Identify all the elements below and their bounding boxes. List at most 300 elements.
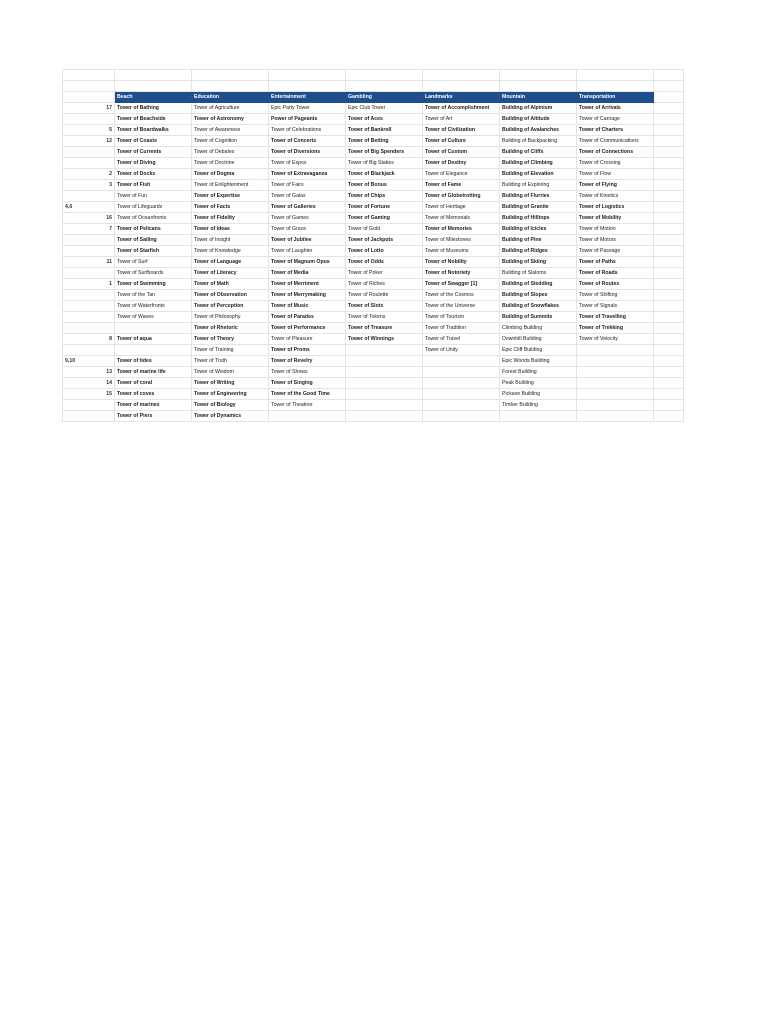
table-cell[interactable]: Tower of Celebrations <box>269 125 346 136</box>
table-row <box>63 136 684 147</box>
table-cell[interactable]: Tower of Roads <box>577 268 654 279</box>
table-cell[interactable]: Timber Building <box>500 400 577 411</box>
table-cell[interactable]: Tower of Travelling <box>577 312 654 323</box>
table-cell[interactable]: Tower of Debates <box>192 147 269 158</box>
table-cell[interactable]: Tower of Agriculture <box>192 103 269 114</box>
row-number-cell[interactable]: 14 <box>63 378 115 389</box>
table-cell[interactable]: Tower of tides <box>115 356 192 367</box>
table-cell[interactable]: Tower of Slots <box>346 301 423 312</box>
table-cell[interactable]: Tower of Motion <box>577 224 654 235</box>
table-cell[interactable] <box>115 323 192 334</box>
table-cell[interactable]: Tower of Lotto <box>346 246 423 257</box>
table-cell[interactable] <box>654 125 684 136</box>
table-cell[interactable]: Tower of Logistics <box>577 202 654 213</box>
table-cell[interactable] <box>346 411 423 422</box>
table-cell[interactable]: Tower of Crossing <box>577 158 654 169</box>
table-cell[interactable]: Tower of Betting <box>346 136 423 147</box>
row-number-cell[interactable] <box>63 345 115 356</box>
table-row <box>63 103 684 114</box>
table-row <box>63 246 684 257</box>
table-cell[interactable]: Tower of Rhetoric <box>192 323 269 334</box>
table-cell[interactable] <box>577 345 654 356</box>
table-cell[interactable]: Tower of Diversions <box>269 147 346 158</box>
table-cell[interactable] <box>654 301 684 312</box>
table-cell[interactable]: Tower of Flying <box>577 180 654 191</box>
table-cell[interactable]: Tower of Travel <box>423 334 500 345</box>
table-cell[interactable]: Tower of Milestones <box>423 235 500 246</box>
table-cell[interactable]: Building of Exploring <box>500 180 577 191</box>
table-cell[interactable]: Tower of Paths <box>577 257 654 268</box>
row-number-cell[interactable]: 2 <box>63 169 115 180</box>
table-cell[interactable]: Tower of Aces <box>346 114 423 125</box>
table-cell[interactable]: Building of Slopes <box>500 290 577 301</box>
row-number-cell[interactable] <box>63 114 115 125</box>
table-cell[interactable]: Tower of Fidelity <box>192 213 269 224</box>
table-cell[interactable]: Tower of Globetrotting <box>423 191 500 202</box>
table-cell[interactable]: Tower of Wisdom <box>192 367 269 378</box>
table-cell[interactable]: Tower of Accomplishment <box>423 103 500 114</box>
table-cell[interactable]: Tower of Big Stakes <box>346 158 423 169</box>
table-cell[interactable]: Tower of Theatres <box>269 400 346 411</box>
table-cell[interactable]: Tower of coral <box>115 378 192 389</box>
table-cell[interactable]: Tower of Starfish <box>115 246 192 257</box>
table-cell[interactable] <box>115 345 192 356</box>
table-cell[interactable] <box>654 323 684 334</box>
table-cell[interactable]: Tower of Waterfronts <box>115 301 192 312</box>
table-cell[interactable]: Tower of Expertise <box>192 191 269 202</box>
table-cell[interactable]: Tower of Culture <box>423 136 500 147</box>
header-blank-cell[interactable] <box>63 92 115 103</box>
row-number-cell[interactable]: 7 <box>63 224 115 235</box>
table-cell[interactable]: Tower of Laughter <box>269 246 346 257</box>
table-cell[interactable] <box>577 378 654 389</box>
table-cell[interactable]: Tower of Grace <box>269 224 346 235</box>
table-cell[interactable] <box>423 400 500 411</box>
table-cell[interactable]: Building of Summits <box>500 312 577 323</box>
table-cell[interactable]: Tower of Concerts <box>269 136 346 147</box>
table-cell[interactable] <box>654 312 684 323</box>
table-cell[interactable]: Tower of Communications <box>577 136 654 147</box>
header-beach[interactable]: Beach <box>115 92 192 103</box>
table-cell[interactable]: Tower of Riches <box>346 279 423 290</box>
table-cell[interactable] <box>654 180 684 191</box>
table-cell[interactable]: Tower of Trekking <box>577 323 654 334</box>
table-cell[interactable]: Tower of Tokens <box>346 312 423 323</box>
table-cell[interactable]: Tower of Velocity <box>577 334 654 345</box>
row-number-cell[interactable] <box>63 323 115 334</box>
table-cell[interactable] <box>654 169 684 180</box>
table-cell[interactable]: Tower of Art <box>423 114 500 125</box>
row-number-cell[interactable]: 5 <box>63 125 115 136</box>
table-cell[interactable] <box>654 356 684 367</box>
table-cell[interactable]: Downhill Building <box>500 334 577 345</box>
table-cell[interactable]: Tower of Magnum Opus <box>269 257 346 268</box>
table-cell[interactable]: Building of Granite <box>500 202 577 213</box>
table-cell[interactable] <box>577 389 654 400</box>
row-number-cell[interactable]: 15 <box>63 389 115 400</box>
table-cell[interactable]: Tower of Heritage <box>423 202 500 213</box>
table-cell[interactable] <box>654 400 684 411</box>
spreadsheet-table <box>62 69 684 422</box>
table-cell[interactable] <box>654 257 684 268</box>
table-cell[interactable]: Tower of Swagger [1] <box>423 279 500 290</box>
table-cell[interactable]: Tower of Fame <box>423 180 500 191</box>
table-cell[interactable]: Tower of Winnings <box>346 334 423 345</box>
table-cell[interactable]: Tower of Language <box>192 257 269 268</box>
table-cell[interactable]: Tower of Pelicans <box>115 224 192 235</box>
table-cell[interactable] <box>577 367 654 378</box>
table-cell[interactable]: Tower of Singing <box>269 378 346 389</box>
table-cell[interactable]: Tower of Routes <box>577 279 654 290</box>
table-cell[interactable]: Tower of Music <box>269 301 346 312</box>
table-cell[interactable]: Tower of Docks <box>115 169 192 180</box>
table-cell[interactable]: Tower of Sailing <box>115 235 192 246</box>
table-cell[interactable]: Tower of Mobility <box>577 213 654 224</box>
header-gambling[interactable]: Gambling <box>346 92 423 103</box>
table-cell[interactable]: Tower of Games <box>269 213 346 224</box>
row-number-cell[interactable] <box>63 191 115 202</box>
table-cell[interactable]: Tower of Expos <box>269 158 346 169</box>
header-landmarks[interactable]: Landmarks <box>423 92 500 103</box>
row-number-cell[interactable]: 16 <box>63 213 115 224</box>
table-cell[interactable]: Tower of Odds <box>346 257 423 268</box>
table-cell[interactable]: Tower of Charters <box>577 125 654 136</box>
table-row <box>63 191 684 202</box>
header-entertainment[interactable]: Entertainment <box>269 92 346 103</box>
table-cell[interactable]: Tower of the Universe <box>423 301 500 312</box>
table-cell[interactable] <box>346 389 423 400</box>
table-cell[interactable]: Tower of Engineering <box>192 389 269 400</box>
table-row <box>63 411 684 422</box>
table-cell[interactable]: Tower of Chips <box>346 191 423 202</box>
table-cell[interactable] <box>654 147 684 158</box>
row-number-cell[interactable]: 17 <box>63 103 115 114</box>
table-cell[interactable]: Tower of Museums <box>423 246 500 257</box>
table-cell[interactable]: Tower of Theory <box>192 334 269 345</box>
table-cell[interactable]: Epic Woods Building <box>500 356 577 367</box>
table-cell[interactable]: Climbing Building <box>500 323 577 334</box>
table-cell[interactable]: Pickaxe Building <box>500 389 577 400</box>
table-cell[interactable]: Tower of Shifting <box>577 290 654 301</box>
row-note-cell[interactable]: 9,10 <box>63 356 115 367</box>
table-cell[interactable]: Building of Cliffs <box>500 147 577 158</box>
table-cell[interactable] <box>423 356 500 367</box>
table-cell[interactable] <box>654 411 684 422</box>
table-cell[interactable]: Tower of Beachside <box>115 114 192 125</box>
table-cell[interactable]: Tower of Surf <box>115 257 192 268</box>
table-cell[interactable] <box>654 114 684 125</box>
table-cell[interactable]: Tower of Swimming <box>115 279 192 290</box>
table-cell[interactable]: Tower of Training <box>192 345 269 356</box>
table-row <box>63 257 684 268</box>
table-cell[interactable]: Tower of Doctrine <box>192 158 269 169</box>
table-cell[interactable]: Building of Avalanches <box>500 125 577 136</box>
table-cell[interactable]: Tower of coves <box>115 389 192 400</box>
table-cell[interactable] <box>654 136 684 147</box>
table-cell[interactable]: Tower of Oceanfronts <box>115 213 192 224</box>
empty-row <box>63 81 684 92</box>
table-cell[interactable]: Tower of Revelry <box>269 356 346 367</box>
table-row <box>63 290 684 301</box>
table-cell[interactable]: Tower of marines <box>115 400 192 411</box>
table-cell[interactable] <box>654 378 684 389</box>
table-cell[interactable]: Tower of aqua <box>115 334 192 345</box>
table-cell[interactable]: Tower of Roulette <box>346 290 423 301</box>
table-cell[interactable]: Tower of Fortune <box>346 202 423 213</box>
table-row <box>63 114 684 125</box>
row-number-cell[interactable]: 3 <box>63 180 115 191</box>
table-cell[interactable]: Forest Building <box>500 367 577 378</box>
table-cell[interactable]: Tower of the Good Time <box>269 389 346 400</box>
table-cell[interactable]: Tower of Philosophy <box>192 312 269 323</box>
header-mountain[interactable]: Mountain <box>500 92 577 103</box>
table-row <box>63 301 684 312</box>
table-row <box>63 158 684 169</box>
table-cell[interactable]: Building of Hilltops <box>500 213 577 224</box>
table-cell[interactable] <box>346 400 423 411</box>
table-cell[interactable]: Tower of Destiny <box>423 158 500 169</box>
table-cell[interactable]: Tower of Pleasure <box>269 334 346 345</box>
table-cell[interactable]: Tower of Fun <box>115 191 192 202</box>
table-cell[interactable] <box>654 191 684 202</box>
table-cell[interactable]: Building of Skiing <box>500 257 577 268</box>
table-cell[interactable]: Tower of Surfboards <box>115 268 192 279</box>
table-cell[interactable]: Building of Ridges <box>500 246 577 257</box>
row-number-cell[interactable] <box>63 158 115 169</box>
table-cell[interactable]: Tower of Unity <box>423 345 500 356</box>
table-cell[interactable] <box>346 356 423 367</box>
row-number-cell[interactable] <box>63 411 115 422</box>
header-row <box>63 92 684 103</box>
table-cell[interactable]: Tower of Currents <box>115 147 192 158</box>
table-cell[interactable]: Building of Elevation <box>500 169 577 180</box>
table-cell[interactable]: Tower of Fairs <box>269 180 346 191</box>
table-cell[interactable]: Power of Pageants <box>269 114 346 125</box>
row-number-cell[interactable] <box>63 246 115 257</box>
table-cell[interactable]: Building of Backpacking <box>500 136 577 147</box>
table-cell[interactable]: Tower of Observation <box>192 290 269 301</box>
table-cell[interactable]: Tower of Signals <box>577 301 654 312</box>
table-cell[interactable]: Tower of Big Spenders <box>346 147 423 158</box>
table-cell[interactable]: Tower of Insight <box>192 235 269 246</box>
table-cell[interactable]: Tower of Jackpots <box>346 235 423 246</box>
table-cell[interactable]: Tower of Poker <box>346 268 423 279</box>
table-cell[interactable] <box>423 389 500 400</box>
table-cell[interactable] <box>654 224 684 235</box>
table-cell[interactable]: Tower of the Tan <box>115 290 192 301</box>
table-cell[interactable]: Tower of Merrymaking <box>269 290 346 301</box>
table-cell[interactable] <box>654 103 684 114</box>
table-cell[interactable]: Building of Sledding <box>500 279 577 290</box>
table-cell[interactable]: Tower of Galas <box>269 191 346 202</box>
row-number-cell[interactable] <box>63 400 115 411</box>
table-cell[interactable]: Peak Building <box>500 378 577 389</box>
table-cell[interactable]: Tower of Shows <box>269 367 346 378</box>
table-cell[interactable] <box>654 334 684 345</box>
row-number-cell[interactable]: 12 <box>63 136 115 147</box>
row-number-cell[interactable]: 1 <box>63 279 115 290</box>
table-cell[interactable]: Building of Snowflakes <box>500 301 577 312</box>
row-number-cell[interactable] <box>63 290 115 301</box>
table-cell[interactable] <box>346 345 423 356</box>
table-cell[interactable]: Building of Climbing <box>500 158 577 169</box>
table-cell[interactable]: Tower of Dogma <box>192 169 269 180</box>
table-cell[interactable]: Tower of Fish <box>115 180 192 191</box>
table-cell[interactable]: Tower of Media <box>269 268 346 279</box>
table-cell[interactable]: Tower of Extravaganza <box>269 169 346 180</box>
table-cell[interactable]: Tower of Cognition <box>192 136 269 147</box>
table-cell[interactable] <box>423 367 500 378</box>
table-cell[interactable]: Tower of Flow <box>577 169 654 180</box>
table-row <box>63 345 684 356</box>
table-cell[interactable] <box>654 202 684 213</box>
table-cell[interactable]: Building of Altitude <box>500 114 577 125</box>
table-cell[interactable]: Tower of Motors <box>577 235 654 246</box>
table-cell[interactable]: Tower of Bonus <box>346 180 423 191</box>
table-row <box>63 279 684 290</box>
table-cell[interactable]: Building of Pine <box>500 235 577 246</box>
table-cell[interactable]: Tower of Knowledge <box>192 246 269 257</box>
table-cell[interactable]: Tower of Merriment <box>269 279 346 290</box>
table-cell[interactable]: Tower of Blackjack <box>346 169 423 180</box>
table-cell[interactable]: Tower of Carriage <box>577 114 654 125</box>
table-cell[interactable] <box>654 279 684 290</box>
table-row <box>63 235 684 246</box>
table-cell[interactable]: Tower of Tourism <box>423 312 500 323</box>
table-cell[interactable]: Tower of Elegance <box>423 169 500 180</box>
table-cell[interactable]: Tower of Parades <box>269 312 346 323</box>
table-cell[interactable] <box>577 356 654 367</box>
table-cell[interactable]: Tower of Civilization <box>423 125 500 136</box>
table-cell[interactable]: Tower of Literacy <box>192 268 269 279</box>
table-cell[interactable] <box>654 158 684 169</box>
row-number-cell[interactable] <box>63 312 115 323</box>
table-cell[interactable]: Tower of Boardwalks <box>115 125 192 136</box>
table-row <box>63 147 684 158</box>
table-cell[interactable]: Tower of Arrivals <box>577 103 654 114</box>
table-cell[interactable] <box>654 268 684 279</box>
table-row <box>63 334 684 345</box>
table-cell[interactable] <box>346 367 423 378</box>
table-cell[interactable]: Tower of Memorials <box>423 213 500 224</box>
table-cell[interactable]: Tower of the Cosmos <box>423 290 500 301</box>
empty-row <box>63 70 684 81</box>
table-row <box>63 367 684 378</box>
table-cell[interactable] <box>346 378 423 389</box>
table-cell[interactable]: Building of Icicles <box>500 224 577 235</box>
table-row <box>63 378 684 389</box>
table-row <box>63 125 684 136</box>
table-cell[interactable]: Tower of Facts <box>192 202 269 213</box>
table-cell[interactable]: Tower of Custom <box>423 147 500 158</box>
table-cell[interactable]: Epic Cliff Building <box>500 345 577 356</box>
table-row <box>63 202 684 213</box>
table-cell[interactable]: Tower of Waves <box>115 312 192 323</box>
table-cell[interactable]: Tower of Dynamics <box>192 411 269 422</box>
table-cell[interactable]: Building of Flurries <box>500 191 577 202</box>
table-row <box>63 268 684 279</box>
table-row <box>63 400 684 411</box>
table-cell[interactable]: Tower of Truth <box>192 356 269 367</box>
table-cell[interactable] <box>423 411 500 422</box>
table-cell[interactable]: Tower of Astronomy <box>192 114 269 125</box>
table-cell[interactable]: Epic Party Tower <box>269 103 346 114</box>
table-cell[interactable] <box>654 246 684 257</box>
table-cell[interactable]: Epic Club Tower <box>346 103 423 114</box>
row-number-cell[interactable]: 11 <box>63 257 115 268</box>
row-number-cell[interactable] <box>63 268 115 279</box>
table-cell[interactable]: Tower of Kinetics <box>577 191 654 202</box>
table-cell[interactable]: Tower of Connections <box>577 147 654 158</box>
table-cell[interactable]: Tower of Notoriety <box>423 268 500 279</box>
table-cell[interactable]: Tower of Math <box>192 279 269 290</box>
table-cell[interactable]: Tower of Passage <box>577 246 654 257</box>
header-education[interactable]: Education <box>192 92 269 103</box>
row-number-cell[interactable] <box>63 235 115 246</box>
row-number-cell[interactable] <box>63 301 115 312</box>
table-cell[interactable]: Tower of Enlightenment <box>192 180 269 191</box>
table-cell[interactable]: Tower of Gold <box>346 224 423 235</box>
table-cell[interactable]: Tower of Bathing <box>115 103 192 114</box>
table-cell[interactable] <box>269 411 346 422</box>
table-cell[interactable]: Tower of Gaming <box>346 213 423 224</box>
table-cell[interactable]: Tower of Awareness <box>192 125 269 136</box>
table-cell[interactable]: Tower of Bankroll <box>346 125 423 136</box>
table-cell[interactable]: Tower of Performance <box>269 323 346 334</box>
table-cell[interactable] <box>654 290 684 301</box>
table-cell[interactable]: Tower of Perception <box>192 301 269 312</box>
table-cell[interactable]: Tower of Galleries <box>269 202 346 213</box>
table-cell[interactable]: Tower of Biology <box>192 400 269 411</box>
table-row <box>63 312 684 323</box>
table-cell[interactable]: Tower of Jubilee <box>269 235 346 246</box>
table-cell[interactable] <box>654 389 684 400</box>
table-cell[interactable]: Tower of marine life <box>115 367 192 378</box>
table-cell[interactable] <box>654 345 684 356</box>
table-cell[interactable] <box>577 400 654 411</box>
table-cell[interactable]: Tower of Coasts <box>115 136 192 147</box>
row-number-cell[interactable] <box>63 147 115 158</box>
table-cell[interactable]: Tower of Treasure <box>346 323 423 334</box>
row-number-cell[interactable]: 13 <box>63 367 115 378</box>
row-number-cell[interactable]: 8 <box>63 334 115 345</box>
table-cell[interactable] <box>654 235 684 246</box>
table-cell[interactable]: Tower of Ideas <box>192 224 269 235</box>
spreadsheet-body <box>63 70 684 422</box>
table-cell[interactable]: Tower of Writing <box>192 378 269 389</box>
table-cell[interactable]: Tower of Lifeguards <box>115 202 192 213</box>
table-cell[interactable]: Tower of Memories <box>423 224 500 235</box>
header-transportation[interactable]: Transportation <box>577 92 654 103</box>
table-cell[interactable]: Building of Alpinism <box>500 103 577 114</box>
table-cell[interactable] <box>654 213 684 224</box>
table-cell[interactable]: Tower of Proms <box>269 345 346 356</box>
table-row <box>63 356 684 367</box>
table-row <box>63 169 684 180</box>
table-cell[interactable]: Tower of Tradition <box>423 323 500 334</box>
table-row <box>63 389 684 400</box>
table-cell[interactable]: Tower of Nobility <box>423 257 500 268</box>
header-blank-cell[interactable] <box>654 92 684 103</box>
table-cell[interactable] <box>500 411 577 422</box>
table-cell[interactable]: Building of Slaloms <box>500 268 577 279</box>
table-cell[interactable] <box>577 411 654 422</box>
table-cell[interactable] <box>654 367 684 378</box>
table-cell[interactable]: Tower of Piers <box>115 411 192 422</box>
table-cell[interactable]: Tower of Diving <box>115 158 192 169</box>
table-cell[interactable] <box>423 378 500 389</box>
row-note-cell[interactable]: 4,6 <box>63 202 115 213</box>
